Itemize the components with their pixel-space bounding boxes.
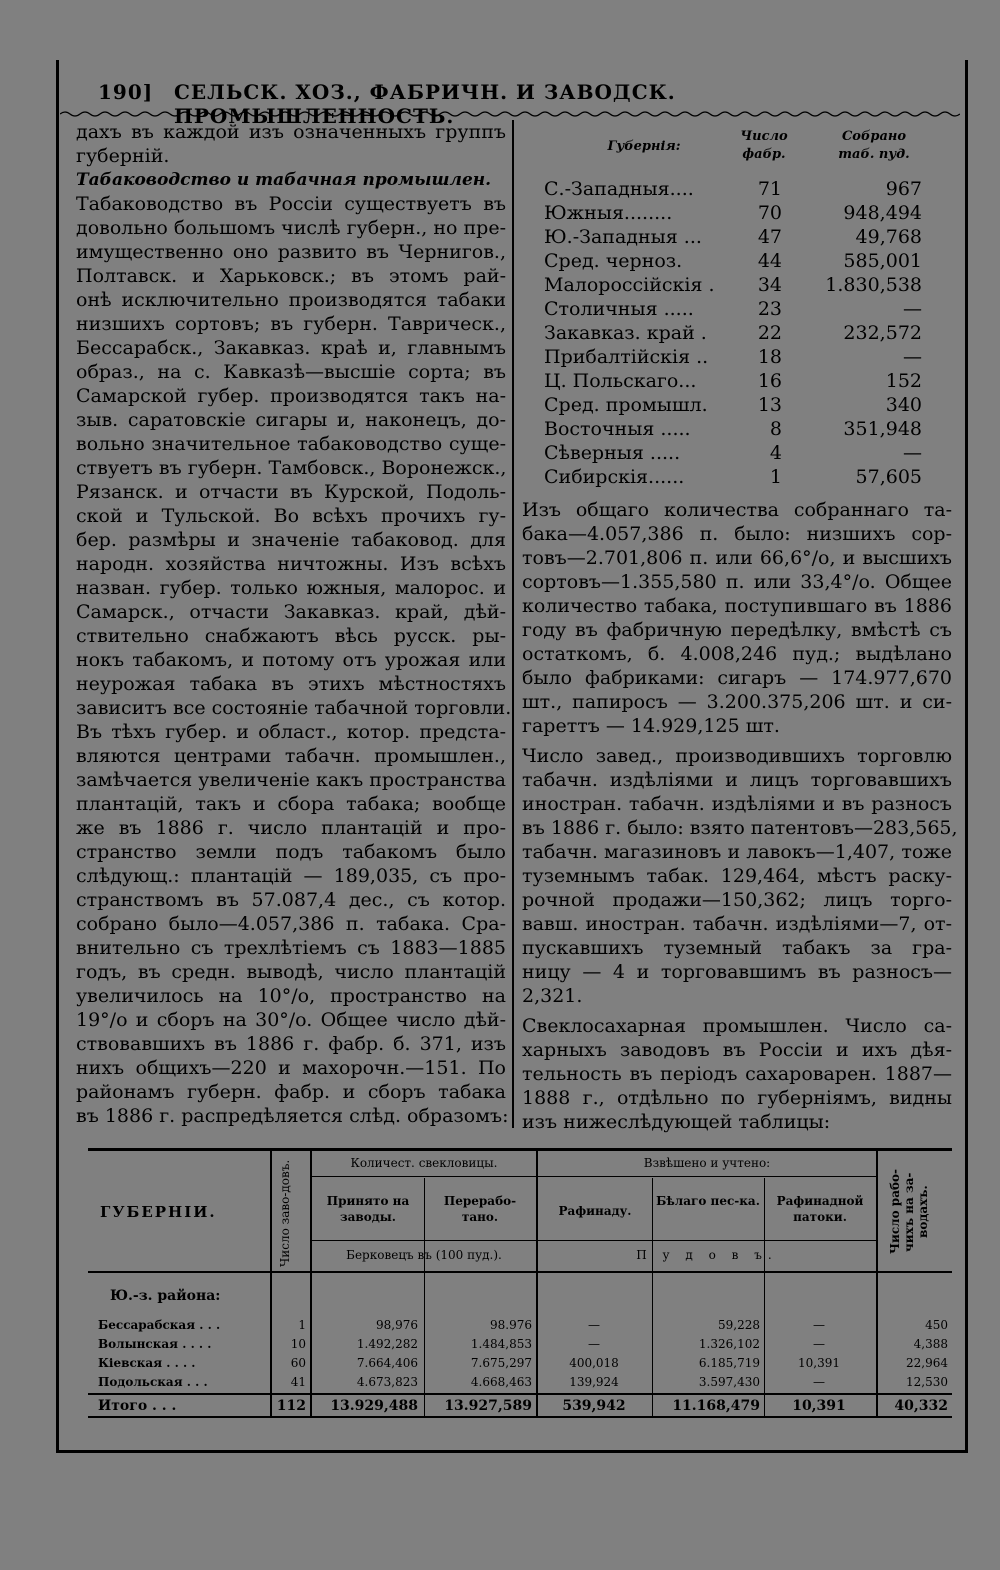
belago-value: 1.326,102: [698, 1337, 760, 1351]
region-name: Итого . . .: [98, 1398, 177, 1414]
text-line: странство земли подъ табакомъ было: [76, 841, 506, 863]
text-line: ницу — 4 и торговавшимъ въ разносъ—: [522, 961, 952, 983]
group-label: Ю.-з. района:: [110, 1288, 221, 1304]
patoki-value: 10,391: [792, 1398, 846, 1414]
factory-count: 13: [757, 394, 782, 416]
text-line: собрано было—4.057,386 п. табака. Сра-: [76, 913, 506, 935]
tobacco-table-row: [544, 322, 930, 346]
text-line: же въ 1886 г. число плантацій и про-: [76, 817, 506, 839]
text-line: харныхъ заводовъ въ Россіи и ихъ дѣя-: [522, 1039, 952, 1061]
factory-count: 8: [769, 418, 782, 440]
prinyato-value: 7.664,406: [356, 1356, 418, 1370]
factory-count: 34: [757, 274, 782, 296]
factory-count: 1: [769, 466, 782, 488]
text-line: Бессарабск., Закавказ. краѣ и, главнымъ: [76, 337, 506, 359]
collected-amount: 340: [885, 394, 922, 416]
prinyato-value: 4.673,823: [356, 1375, 418, 1389]
rabochih-value: 40,332: [894, 1398, 948, 1414]
header-zavod-count: Число заво-довъ.: [278, 1159, 292, 1267]
text-line: народн. хозяйства ничтожны. Изъ всѣхъ: [76, 553, 506, 575]
text-line: годъ, въ средн. выводѣ, число плантацій: [76, 961, 506, 983]
belago-value: 59,228: [718, 1318, 760, 1332]
tobacco-table-row: [544, 346, 930, 370]
col-header-sobrano: Собрано таб. пуд.: [838, 129, 910, 162]
text-line: Полтавск. и Харьковск.; въ этомъ рай-: [76, 265, 506, 287]
text-line: районамъ губерн. фабр. и сборъ табака: [76, 1081, 506, 1103]
header-belago-peska: Бѣлаго пес-ка.: [656, 1194, 760, 1208]
region-name: Малороссійскія .: [544, 274, 715, 296]
prinyato-value: 1.492,282: [356, 1337, 418, 1351]
tobacco-table-row: [544, 466, 930, 490]
text-line: Изъ общаго количества собраннаго та-: [522, 499, 952, 521]
region-name: Ц. Польскаго...: [544, 370, 697, 392]
text-line: увеличилось на 10°/o, пространство на: [76, 985, 506, 1007]
header-berkovets: Берковецъ въ (100 пуд.).: [346, 1248, 502, 1262]
rafinad-value: 539,942: [562, 1398, 626, 1414]
text-line: слѣдующ.: плантацій — 189,035, съ про-: [76, 865, 506, 887]
region-name: Прибалтійскія ..: [544, 346, 709, 368]
text-line: странствомъ въ 57.087,4 дес., съ котор.: [76, 889, 506, 911]
prinyato-value: 13.929,488: [330, 1398, 418, 1414]
text-line: образ., на с. Кавказѣ—высшіе сорта; въ: [76, 361, 506, 383]
text-line: зыв. саратовскіе сигары и, наконецъ, до-: [76, 409, 506, 431]
tobacco-table: [544, 128, 930, 490]
text-line: въ 1886 г. было: взято патентовъ—283,565,: [522, 817, 958, 839]
pererabotano-value: 1.484,853: [470, 1337, 532, 1351]
factory-count: 70: [757, 202, 782, 224]
text-line: ской и Тульской. Во всѣхъ прочихъ гу-: [76, 505, 506, 527]
text-line: Табаководство въ Россіи существуетъ въ: [76, 193, 506, 215]
header-rabochih: Число рабо-чихъ на за-водахъ.: [888, 1169, 930, 1255]
text-line: онѣ исключительно производятся табаки: [76, 289, 506, 311]
belago-value: 11.168,479: [672, 1398, 760, 1414]
rafinad-value: 139,924: [569, 1375, 619, 1389]
text-line: бер. размѣры и значеніе табаковод. для: [76, 529, 506, 551]
left-text-lines: [76, 192, 512, 1128]
text-line: Рязанск. и отчасти въ Курской, Подоль-: [76, 481, 506, 503]
header-pudov: П у д о в ъ.: [636, 1248, 778, 1262]
header-pererabotano: Перерабо-тано.: [443, 1194, 517, 1224]
rabochih-value: 4,388: [913, 1337, 948, 1351]
region-name: Сред. промышл.: [544, 394, 708, 416]
collected-amount: 967: [885, 178, 922, 200]
pererabotano-value: 98.976: [490, 1318, 532, 1332]
pererabotano-value: 7.675,297: [470, 1356, 532, 1370]
header-guber: ГУБЕРНІИ.: [100, 1203, 217, 1221]
text-line: вольно значительное табаководство суще-: [76, 433, 506, 455]
text-line: табачн. магазиновъ и лавокъ—1,407, тоже: [522, 841, 952, 863]
factory-count: 71: [757, 178, 782, 200]
factory-count: 44: [757, 250, 782, 272]
collected-amount: —: [903, 298, 922, 320]
text-line: количество табака, поступившаго въ 1886: [522, 595, 952, 617]
text-line: гареттъ — 14.929,125 шт.: [522, 715, 780, 737]
text-line: нихъ общихъ—220 и махорочн.—151. По: [76, 1057, 506, 1079]
collected-amount: 1.830,538: [825, 274, 922, 296]
text-line: 19°/o и сборъ на 30°/o. Общее число дѣй-: [76, 1009, 506, 1031]
region-name: Сибирскія......: [544, 466, 685, 488]
patoki-value: 10,391: [798, 1356, 840, 1370]
region-name: Ю.-Западныя ...: [544, 226, 702, 248]
text-line: внительно съ трехлѣтіемъ съ 1883—1885: [76, 937, 506, 959]
intro-line: губерній.: [76, 145, 170, 167]
page-number: 190]: [98, 80, 154, 104]
page-header: [98, 80, 958, 128]
text-line: 2,321.: [522, 985, 583, 1007]
text-line: имущественно оно развито въ Чернигов.,: [76, 241, 506, 263]
paragraph-tobacco-total: [522, 498, 952, 738]
region-name: Волынская . . . .: [98, 1337, 212, 1351]
factory-count: 18: [757, 346, 782, 368]
text-line: пускавшихъ туземный табакъ за гра-: [522, 937, 952, 959]
factory-count: 16: [757, 370, 782, 392]
text-line: Въ тѣхъ губер. и област., котор. предста-: [76, 721, 506, 743]
tobacco-table-rows: [544, 178, 930, 490]
region-name: Сѣверныя .....: [544, 442, 681, 464]
belago-value: 3.597,430: [698, 1375, 760, 1389]
region-name: Южныя........: [544, 202, 673, 224]
right-column: [522, 498, 958, 1134]
text-line: 1888 г., отдѣльно по губерніямъ, видны: [522, 1087, 952, 1109]
page-title: СЕЛЬСК. ХОЗ., ФАБРИЧН. И ЗАВОДСК. ПРОМЫШЛЕННОСТЬ.: [174, 80, 676, 128]
text-line: сортовъ—1.355,580 п. или 33,4°/o. Общее: [522, 571, 952, 593]
collected-amount: 57,605: [855, 466, 922, 488]
text-line: вавш. иностран. табачн. издѣліями—7, от-: [522, 913, 952, 935]
factory-count: 22: [757, 322, 782, 344]
region-name: С.-Западныя....: [544, 178, 694, 200]
zavod-count: 112: [276, 1398, 306, 1414]
zavod-count: 41: [290, 1375, 306, 1389]
rafinad-value: —: [588, 1337, 600, 1351]
region-name: Сред. черноз.: [544, 250, 683, 272]
tobacco-table-row: [544, 274, 930, 298]
tobacco-table-row: [544, 418, 930, 442]
paragraph-trade: [522, 744, 958, 1008]
header-vzvesheno: Взвѣшено и учтено:: [643, 1156, 771, 1170]
collected-amount: 49,768: [855, 226, 922, 248]
sugar-table: [88, 1148, 952, 1418]
text-line: рочной продажи—150,362; лицъ торго-: [522, 889, 952, 911]
rafinad-value: 400,018: [569, 1356, 619, 1370]
text-line: году въ фабричную передѣлку, вмѣстѣ съ: [522, 619, 952, 641]
collected-amount: —: [903, 346, 922, 368]
collected-amount: 152: [885, 370, 922, 392]
text-line: замѣчается увеличеніе какъ пространства: [76, 769, 506, 791]
text-line: товъ—2.701,806 п. или 66,6°/o, и высшихъ: [522, 547, 952, 569]
text-line: ствуетъ въ губерн. Тамбовск., Воронежск.,: [76, 457, 507, 479]
text-line: Число завед., производившихъ торговлю: [522, 745, 952, 767]
intro-line: дахъ въ каждой изъ означенныхъ группъ: [76, 121, 506, 143]
pererabotano-value: 13.927,589: [444, 1398, 532, 1414]
rabochih-value: 450: [925, 1318, 948, 1332]
tobacco-table-row: [544, 442, 930, 466]
region-name: Кіевская . . . .: [98, 1356, 196, 1370]
text-line: ствительно снабжаютъ вѣсь русск. ры-: [76, 625, 506, 647]
text-line: Самарской губер. производятся такъ на-: [76, 385, 506, 407]
text-line: было фабриками: сигаръ — 174.977,670: [522, 667, 952, 689]
region-name: Столичныя .....: [544, 298, 694, 320]
patoki-value: —: [813, 1375, 825, 1389]
text-line: Самарск., отчасти Закавказ. край, дѣй-: [76, 601, 506, 623]
text-line: ствовавшихъ въ 1886 г. фабр. б. 371, изъ: [76, 1033, 506, 1055]
region-name: Подольская . . .: [98, 1375, 208, 1389]
header-patoki: Рафинадной патоки.: [776, 1194, 864, 1224]
text-line: изъ нижеслѣдующей таблицы:: [522, 1111, 831, 1133]
text-line: вляются центрами табачн. промышлен.,: [76, 745, 506, 767]
header-kolichestvo: Количест. свекловицы.: [350, 1156, 498, 1170]
text-line: назван. губер. только южныя, малорос. и: [76, 577, 506, 599]
text-line: табачн. издѣліями и лицъ торговавшихъ: [522, 769, 952, 791]
text-line: плантацій, такъ и сбора табака; вообще: [76, 793, 506, 815]
text-line: низшихъ сортовъ; въ губерн. Таврическ.,: [76, 313, 506, 335]
tobacco-table-header: [544, 128, 930, 178]
text-line: нокъ табакомъ, и потому отъ урожая или: [76, 649, 506, 671]
region-name: Закавказ. край .: [544, 322, 707, 344]
text-line: иностран. табачн. издѣліями и въ разносъ: [522, 793, 952, 815]
text-line: тельность въ періодъ сахароварен. 1887—: [522, 1063, 952, 1085]
rafinad-value: —: [588, 1318, 600, 1332]
text-line: остаткомъ, б. 4.008,246 пуд.; выдѣлано: [522, 643, 952, 665]
belago-value: 6.185,719: [698, 1356, 760, 1370]
tobacco-table-row: [544, 202, 930, 226]
tobacco-table-row: [544, 178, 930, 202]
text-line: довольно большомъ числѣ губерн., но пре-: [76, 217, 506, 239]
factory-count: 47: [757, 226, 782, 248]
collected-amount: 351,948: [843, 418, 922, 440]
tobacco-table-row: [544, 250, 930, 274]
patoki-value: —: [813, 1318, 825, 1332]
paragraph-sugar: [522, 1014, 952, 1134]
text-line: зависитъ все состояніе табачной торговли.: [76, 697, 512, 719]
tobacco-table-row: [544, 370, 930, 394]
text-line: бака—4.057,386 п. было: низшихъ сор-: [522, 523, 952, 545]
region-name: Восточныя .....: [544, 418, 691, 440]
factory-count: 4: [769, 442, 782, 464]
zavod-count: 1: [298, 1318, 306, 1332]
prinyato-value: 98,976: [376, 1318, 418, 1332]
collected-amount: 948,494: [843, 202, 922, 224]
tobacco-table-row: [544, 226, 930, 250]
wavy-rule: [60, 110, 960, 118]
column-divider: [512, 120, 514, 1128]
tobacco-table-row: [544, 298, 930, 322]
zavod-count: 60: [290, 1356, 306, 1370]
rabochih-value: 22,964: [906, 1356, 948, 1370]
factory-count: 23: [757, 298, 782, 320]
pererabotano-value: 4.668,463: [470, 1375, 532, 1389]
zavod-count: 10: [290, 1337, 306, 1351]
rabochih-value: 12,530: [906, 1375, 948, 1389]
text-line: неурожая табака въ этихъ мѣстностяхъ: [76, 673, 506, 695]
region-name: Бессарабская . . .: [98, 1318, 221, 1332]
section-heading-tobacco: Табаководство и табачная промышлен.: [76, 170, 492, 190]
text-line: шт., папиросъ — 3.200.375,206 шт. и си-: [522, 691, 952, 713]
collected-amount: 585,001: [843, 250, 922, 272]
collected-amount: —: [903, 442, 922, 464]
header-prinyato: Принято на заводы.: [326, 1194, 410, 1224]
col-header-fabr: Число фабр.: [740, 129, 788, 162]
tobacco-table-row: [544, 394, 930, 418]
text-line: въ 1886 г. распредѣляется слѣд. образомъ:: [76, 1105, 509, 1127]
col-header-guber: Губернія:: [607, 139, 681, 154]
left-column: [76, 120, 512, 1128]
header-rafinad: Рафинаду.: [558, 1204, 632, 1218]
collected-amount: 232,572: [843, 322, 922, 344]
patoki-value: —: [813, 1337, 825, 1351]
text-line: туземнымъ табак. 129,464, мѣстъ раску-: [522, 865, 952, 887]
text-line: Свеклосахарная промышлен. Число са-: [522, 1015, 952, 1037]
